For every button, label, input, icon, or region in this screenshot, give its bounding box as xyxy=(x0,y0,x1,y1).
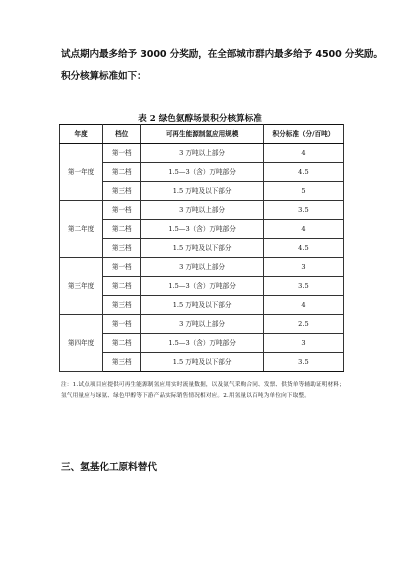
scale-cell: 1.5—3（含）万吨部分 xyxy=(141,334,264,353)
header-scale: 可再生能源制氢应用规模 xyxy=(141,125,264,144)
scale-cell: 1.5—3（含）万吨部分 xyxy=(141,220,264,239)
score-cell: 3.5 xyxy=(263,201,343,220)
table-header-row xyxy=(60,125,344,144)
table-row xyxy=(60,144,344,163)
tier-cell: 第二档 xyxy=(103,220,141,239)
tier-cell: 第三档 xyxy=(103,239,141,258)
score-table xyxy=(59,124,344,372)
tier-cell: 第二档 xyxy=(103,277,141,296)
tier-cell: 第一档 xyxy=(103,315,141,334)
table-row xyxy=(60,296,344,315)
scale-cell: 1.5 万吨及以下部分 xyxy=(141,296,264,315)
tier-cell: 第二档 xyxy=(103,334,141,353)
table-row xyxy=(60,163,344,182)
table-row xyxy=(60,182,344,201)
year-cell: 第三年度 xyxy=(60,258,103,315)
table-row xyxy=(60,201,344,220)
table-row xyxy=(60,220,344,239)
table-row xyxy=(60,334,344,353)
header-tier: 档位 xyxy=(103,125,141,144)
table-caption: 表 2 绿色氨醇场景积分核算标准 xyxy=(138,114,262,124)
score-cell: 4.5 xyxy=(263,163,343,182)
score-cell: 4 xyxy=(263,296,343,315)
table-body xyxy=(60,144,344,372)
tier-cell: 第三档 xyxy=(103,182,141,201)
scale-cell: 3 万吨以上部分 xyxy=(141,201,264,220)
year-cell: 第一年度 xyxy=(60,144,103,201)
scale-cell: 1.5 万吨及以下部分 xyxy=(141,182,264,201)
header-score: 积分标准（分/百吨） xyxy=(263,125,343,144)
score-cell: 3 xyxy=(263,334,343,353)
score-cell: 3 xyxy=(263,258,343,277)
scale-cell: 1.5—3（含）万吨部分 xyxy=(141,163,264,182)
scale-cell: 1.5—3（含）万吨部分 xyxy=(141,277,264,296)
score-cell: 3.5 xyxy=(263,353,343,372)
table-note: 注：1.试点项目应提供可再生能源制氢应用实时流量数据，以及氨气采购合同、发票、供货单等辅助证明材料；氢气用量应与绿氨、绿色甲醇等下游产品实际销售情况相对应。2.用氢量以百吨为单位向下取整。 xyxy=(61,382,345,399)
year-cell: 第二年度 xyxy=(60,201,103,258)
score-cell: 3.5 xyxy=(263,277,343,296)
body-paragraph-line-2: 积分核算标准如下： xyxy=(61,71,147,82)
table-row xyxy=(60,239,344,258)
header-year: 年度 xyxy=(60,125,103,144)
scale-cell: 1.5 万吨及以下部分 xyxy=(141,353,264,372)
scale-cell: 3 万吨以上部分 xyxy=(141,258,264,277)
year-cell: 第四年度 xyxy=(60,315,103,372)
section-heading: 三、氢基化工原料替代 xyxy=(61,462,157,473)
scale-cell: 3 万吨以上部分 xyxy=(141,144,264,163)
tier-cell: 第三档 xyxy=(103,296,141,315)
body-paragraph-line-1: 试点期内最多给予 3000 分奖励，在全部城市群内最多给予 4500 分奖励。 xyxy=(61,49,383,60)
tier-cell: 第三档 xyxy=(103,353,141,372)
scale-cell: 3 万吨以上部分 xyxy=(141,315,264,334)
score-cell: 4.5 xyxy=(263,239,343,258)
score-cell: 2.5 xyxy=(263,315,343,334)
tier-cell: 第二档 xyxy=(103,163,141,182)
tier-cell: 第一档 xyxy=(103,144,141,163)
score-cell: 4 xyxy=(263,144,343,163)
score-cell: 4 xyxy=(263,220,343,239)
table-row xyxy=(60,277,344,296)
table-row xyxy=(60,353,344,372)
tier-cell: 第一档 xyxy=(103,201,141,220)
table-row xyxy=(60,315,344,334)
scale-cell: 1.5 万吨及以下部分 xyxy=(141,239,264,258)
tier-cell: 第一档 xyxy=(103,258,141,277)
table-row xyxy=(60,258,344,277)
score-cell: 5 xyxy=(263,182,343,201)
